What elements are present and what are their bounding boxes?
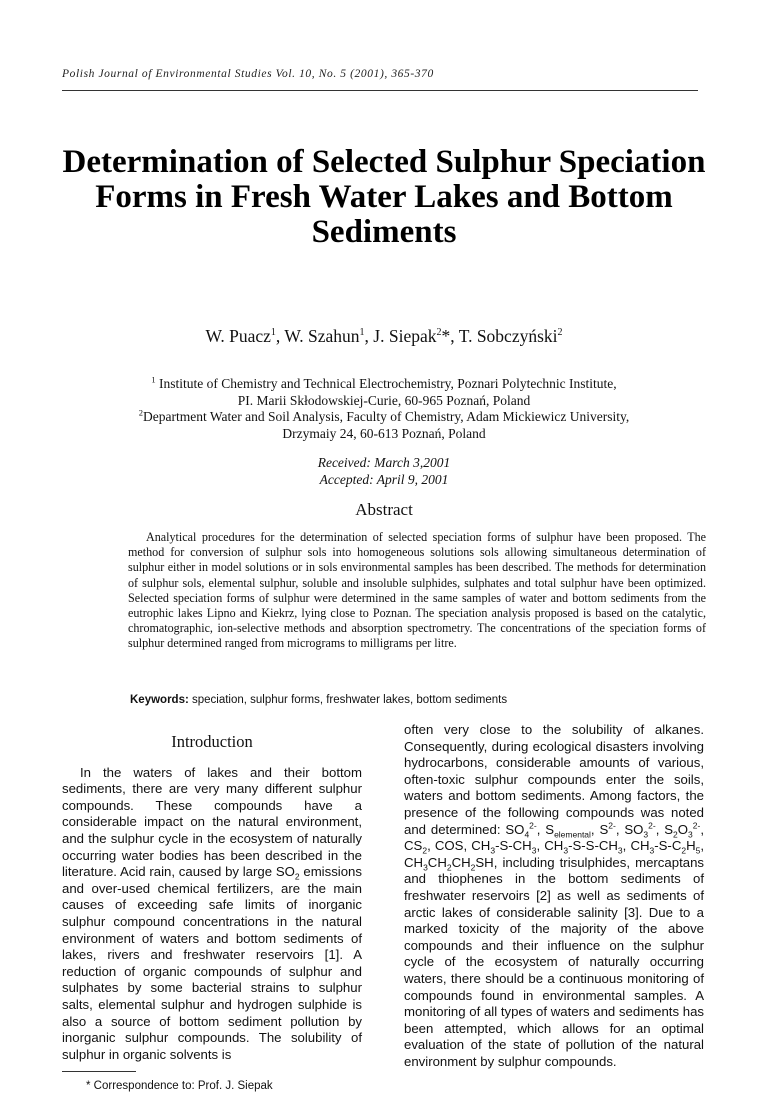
- affiliation-line: [62, 376, 706, 393]
- abstract-text: Analytical procedures for the determination of selected speciation forms of sulphur have been proposed. The method for conversion of sulphur sols into homogeneous solutions sols allowing simultaneous determination of sulphur either in model solutions or in sols environmental samples has been described. The methods for determination of sulphur sols, elemental sulphur, soluble and insoluble sulphides, sulphates and total sulphur have been optimized. Selected speciation forms of sulphur were determined in the same samples of water and bottom sediments from the eutrophic lakes Lipno and Kiekrz, lying close to Poznan. The speciation analysis proposed is based on the catalytic, chromatographic, ion-selective methods and absorption spectrometry. The concentrations of the speciation forms of sulphur determined ranged from micrograms to milligrams per litre.: [128, 530, 706, 651]
- author-name: J. Siepak: [373, 326, 437, 346]
- intro-text: In the waters of lakes and their bottom sediments, there are very many different sulphur compounds. These compounds have a considerable impact on the natural environment, and the sulphur cycle in the ecosystem of naturally occurring water bodies has been described in the literature. Acid rain, caused by large SO: [62, 764, 362, 880]
- intro-paragraph: [62, 765, 362, 1064]
- author-separator: ,: [364, 326, 374, 346]
- author-affil-mark: 1: [359, 327, 365, 339]
- affiliation-line: Drzymaiy 24, 60-613 Poznań, Poland: [282, 425, 486, 441]
- intro-text-rest: emissions and over-used chemical fertilizers, are the main causes of exceeding safe limits of inorganic sulphur compound concentrations in the natural environment of waters and bottom sediments of lakes, rivers and freshwater reservoirs [1]. A reduction of organic compounds of sulphur and sulphates by some bacterial strains to sulphur salts, elemental sulphur and hydrogen sulphide is also a source of bottom sediment pollution by inorganic sulphur compounds. The solubility of sulphur in organic solvents is: [62, 864, 362, 1062]
- affil-text: Institute of Chemistry and Technical Electrochemistry, Poznari Polytechnic Institute,: [155, 376, 617, 391]
- author-affil-mark: 1: [270, 327, 276, 339]
- intro-heading: Introduction: [171, 732, 253, 751]
- affiliations: [62, 376, 706, 442]
- footnote: * Correspondence to: Prof. J. Siepak: [86, 1080, 273, 1093]
- received-date: Received: March 3,2001: [317, 455, 451, 470]
- author-separator: ,: [450, 326, 459, 346]
- author-name: W. Szahun: [284, 326, 360, 346]
- author-name: W. Puacz: [205, 326, 271, 346]
- abstract-heading: Abstract: [355, 500, 413, 519]
- affil-number: 2: [138, 407, 144, 418]
- keywords-list: speciation, sulphur forms, freshwater lakes, bottom sediments: [188, 694, 508, 706]
- author-name: T. Sobczyński: [458, 326, 558, 346]
- affiliation-line: [62, 409, 706, 426]
- author-affil-mark: 2: [557, 327, 563, 339]
- left-column: [62, 712, 362, 1095]
- right-column: [404, 722, 704, 1070]
- author-separator: ,: [275, 326, 285, 346]
- affil-number: 1: [151, 374, 156, 385]
- article-dates: [62, 454, 706, 488]
- author-list: [62, 326, 706, 347]
- journal-header: Polish Journal of Environmental Studies Vol. 10, No. 5 (2001), 365-370: [62, 68, 434, 80]
- accepted-date: Accepted: April 9, 2001: [319, 472, 449, 487]
- corresponding-mark: *: [441, 326, 451, 346]
- footnote-rule: [62, 1071, 136, 1072]
- keywords: [130, 694, 710, 706]
- keywords-label: Keywords:: [130, 694, 189, 706]
- header-rule: [62, 90, 698, 91]
- affiliation-line: PI. Marii Skłodowskiej-Curie, 60-965 Poznań, Poland: [237, 392, 531, 408]
- article-title: Determination of Selected Sulphur Speciation Forms in Fresh Water Lakes and Bottom Sediments: [62, 144, 706, 250]
- body-text-cont: including trisulphides, mercaptans and thiophenes in the bottom sediments of freshwater reservoirs [2] as well as sediments of arctic lakes of considerable salinity [3]. Due to a marked toxicity of the majority of the above compounds and their influence on the sulphur cycle of the ecosystem of naturally occurring waters, there should be a continuous monitoring of compounds found in environmental samples. A monitoring of all types of waters and sediments has been attempted, which allows for an optimal evaluation of the state of pollution of the natural environment by sulphur compounds.: [404, 854, 704, 1069]
- body-paragraph: often very close to the solubility of alkanes. Consequently, during ecological disasters involving hydrocarbons, considerable amounts of various, often-toxic sulphur compounds enter the soils, waters and bottom sediments. Among factors, the presence of the following compounds was noted and determined: $SO_4^{2-}$, $S_{elemental}$, $S^{2-}$, $SO_3^{2-}$, $S_2O_3^{2-}$, $CS_2$, COS, $CH_3-S-CH_3$, $CH_3-S-S-CH_3$, $CH_3-S-C_2H_5$, $CH_3CH_2CH_2SH$, including trisulphides, mercaptans and thiophenes in the bottom sediments of freshwater reservoirs [2] as well as sediments of arctic lakes of considerable salinity [3]. Due to a marked toxicity of the majority of the above compounds and their influence on the sulphur cycle of the ecosystem of naturally occurring waters, there should be a continuous monitoring of compounds found in environmental samples. A monitoring of all types of waters and sediments has been attempted, which allows for an optimal evaluation of the state of pollution of the natural environment by sulphur compounds.: [404, 722, 705, 1069]
- author-affil-mark: 2: [436, 327, 442, 339]
- body-text: often very close to the solubility of alkanes. Consequently, during ecological disasters involving hydrocarbons, considerable amounts of various, often-toxic sulphur compounds enter the soils, waters and bottom sediments. Among factors, the presence of the following compounds was noted and determined:: [404, 722, 704, 837]
- intro-subscript: 2: [294, 871, 300, 882]
- abstract-body: [128, 530, 706, 652]
- affil-text: Department Water and Soil Analysis, Faculty of Chemistry, Adam Mickiewicz University,: [143, 409, 630, 424]
